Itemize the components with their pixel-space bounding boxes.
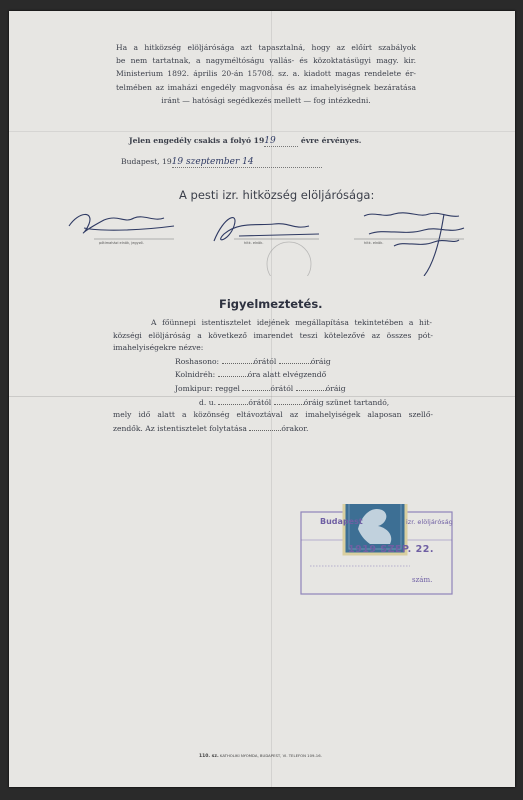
paragraph-line: telmében az imaházi engedély magvonása és az imahelyiségnek bezáratása	[116, 82, 416, 92]
issue-date	[121, 157, 322, 168]
row-text: órától	[270, 383, 294, 393]
document-page	[9, 11, 515, 787]
row-text: reggel	[215, 383, 240, 393]
date-prefix: Budapest, 19	[121, 157, 172, 166]
date-handwritten: 19 szeptember 14	[172, 157, 322, 168]
notice-line: A főünnepi istentisztelet idejének megállapítása tekintetében a hit-	[151, 318, 432, 327]
validity-prefix: Jelen engedély csakis a folyó 19	[129, 136, 265, 145]
stamp-city: Budapest	[320, 517, 363, 526]
paragraph-line: Ha a hitközség elöljárósága azt tapasztalná, hogy az előírt szabályok	[116, 43, 416, 52]
signature-2	[214, 218, 319, 241]
row-label: Jomkipur:	[175, 383, 213, 393]
row-label: Roshasono:	[175, 356, 220, 366]
schedule-row	[137, 355, 432, 369]
paragraph-line: iránt — hatósági segédkezés mellett — fog intézkedni.	[161, 95, 371, 105]
official-stamp	[300, 504, 453, 596]
row-label: d. u.	[199, 397, 216, 407]
validity-year-handwritten: 19	[264, 136, 298, 147]
signature-caption: pótimaházi elnök, jegyző.	[99, 241, 144, 245]
notice-text: zendők. Az istentisztelet folytatása	[113, 423, 247, 433]
notice-title: Figyelmeztetés.	[219, 297, 323, 311]
signature-1	[69, 214, 174, 232]
signature-block	[64, 206, 484, 276]
printer-name: KATHOLIKI NYOMDA, BUDAPEST, VI. TELEFON 109-16.	[219, 753, 322, 758]
signature-caption: hitk. elnök.	[244, 241, 264, 245]
row-text: órától	[248, 397, 272, 407]
regulation-paragraph	[116, 41, 416, 107]
paragraph-line: Ministerium 1892. április 20-án 15708. sz. a. kiadott magas rendelete ér-	[116, 69, 416, 79]
authority-heading: A pesti izr. hitközség elöljárósága:	[179, 188, 375, 202]
printer-footer	[199, 753, 322, 759]
row-text: óráig	[325, 383, 346, 393]
schedule-row	[137, 382, 432, 396]
stamp-date: 1919 SZEP. 22.	[348, 544, 434, 555]
validity-line	[129, 136, 361, 147]
notice-line: községi elöljáróság a következő imarendet teszi kötelezővé az összes pót-	[113, 330, 433, 340]
notice-text: órakor.	[281, 423, 309, 433]
form-number: 110. sz.	[199, 754, 219, 759]
notice-body	[113, 317, 433, 435]
row-text: óra alatt elvégzendő	[247, 370, 327, 380]
signature-caption: hitk. elnök.	[364, 241, 384, 245]
row-text: órától	[253, 356, 277, 366]
schedule-row	[137, 396, 432, 410]
notice-line: mely idő alatt a közönség eltávoztával az imahelyiségek alaposan szellő-	[113, 410, 433, 420]
stamp-number-label: szám.	[412, 576, 433, 584]
schedule-row	[137, 368, 432, 382]
stamp-office: izr. elöljáróság	[406, 518, 453, 526]
notice-line: imahelyiségekre nézve:	[113, 343, 204, 353]
validity-suffix: évre érvényes.	[300, 136, 362, 145]
row-text: óráig szünet tartandó,	[303, 397, 390, 407]
notice-line	[113, 422, 432, 436]
paragraph-line: be nem tartatnak, a nagyméltóságu vallás- és közoktatásügyi magy. kir.	[116, 56, 416, 66]
fold-line	[9, 131, 515, 132]
row-label: Kolnidréh:	[175, 370, 216, 380]
row-text: óráig	[310, 356, 331, 366]
